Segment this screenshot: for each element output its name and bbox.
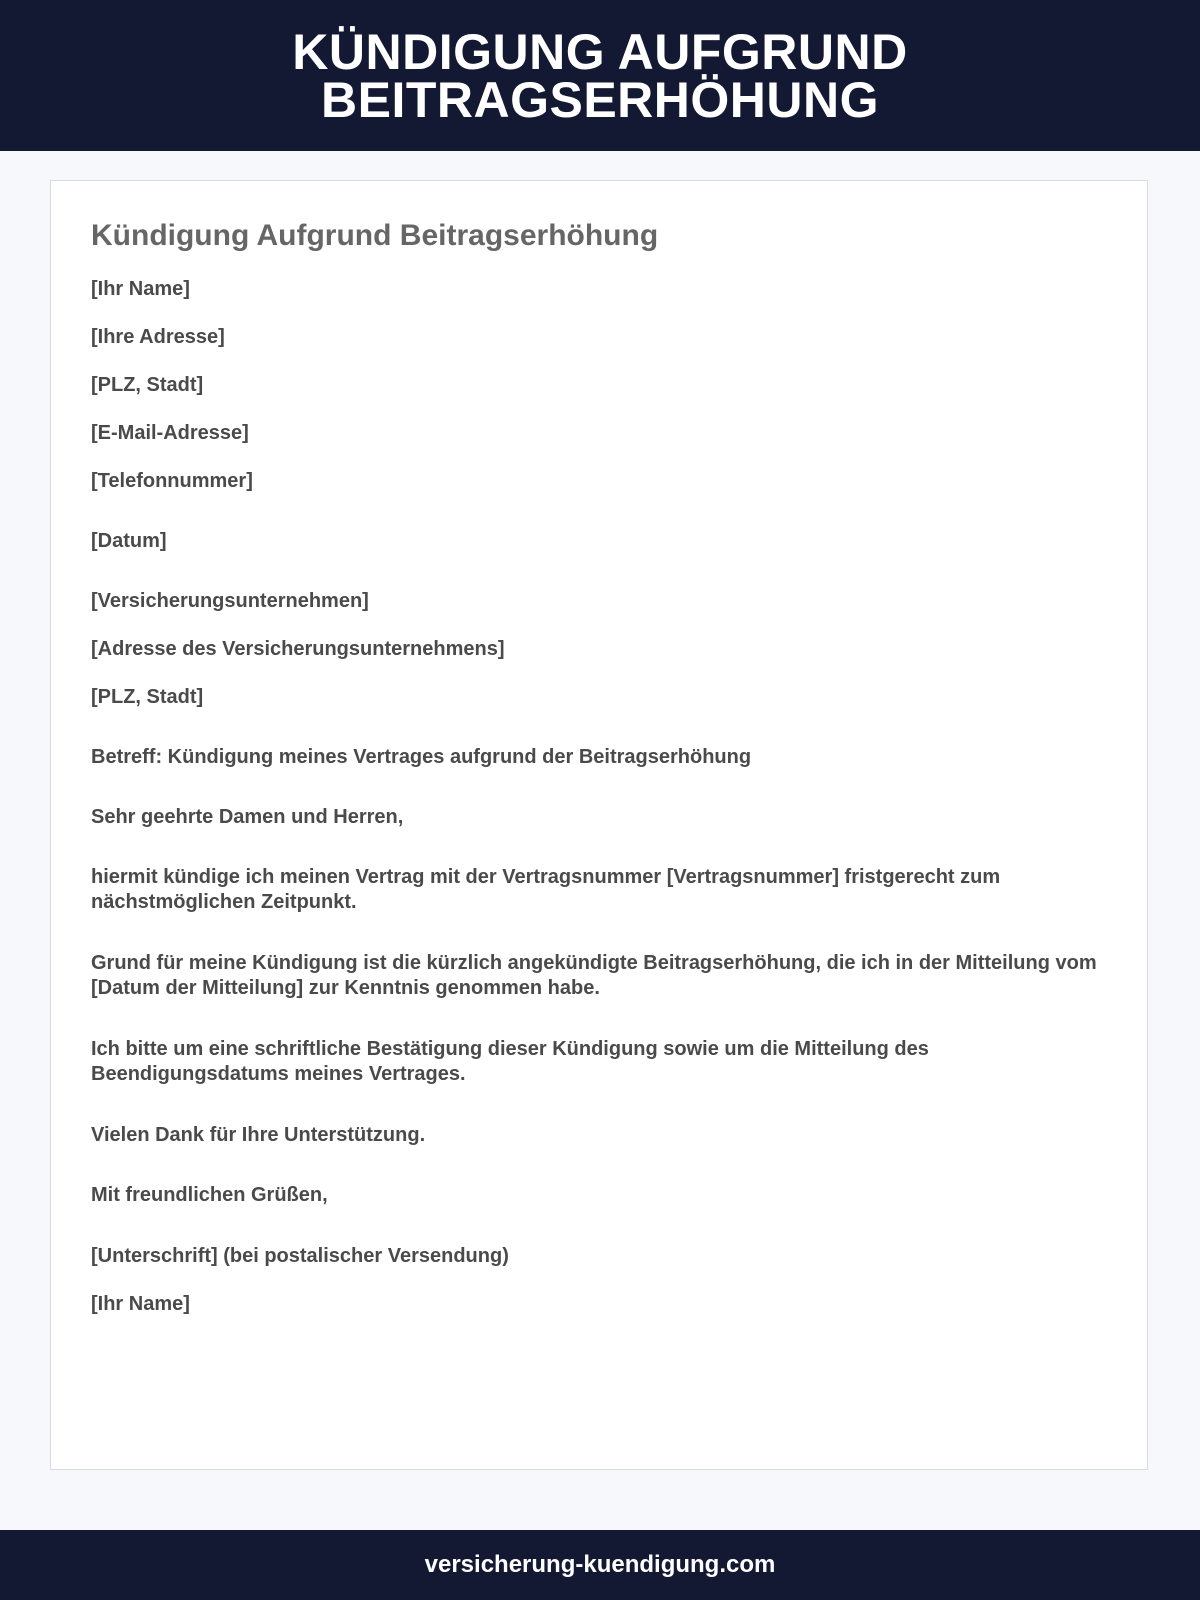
paragraph-1: hiermit kündige ich meinen Vertrag mit der Vertragsnummer [Vertragsnummer] fristgerecht zum nächstmöglichen Zeitpunkt. — [91, 866, 1001, 913]
sender-phone: [Telefonnummer] — [91, 470, 253, 492]
signature-line: [Unterschrift] (bei postalischer Versendung) — [91, 1245, 509, 1267]
sender-city: [PLZ, Stadt] — [91, 374, 204, 396]
letter-subject: Betreff: Kündigung meines Vertrages aufgrund der Beitragserhöhung — [91, 746, 752, 768]
recipient-company: [Versicherungsunternehmen] — [91, 590, 369, 612]
letter-closing: Mit freundlichen Grüßen, — [91, 1184, 328, 1206]
signature-name: [Ihr Name] — [91, 1293, 190, 1315]
paragraph-3: Ich bitte um eine schriftliche Bestätigung dieser Kündigung sowie um die Mitteilung des Beendigungsdatums meines Vertrages. — [91, 1038, 929, 1085]
paragraph-4: Vielen Dank für Ihre Unterstützung. — [91, 1124, 426, 1146]
letter-date: [Datum] — [91, 530, 167, 552]
sender-email: [E-Mail-Adresse] — [91, 422, 249, 444]
letter-card — [50, 180, 1148, 1470]
recipient-city: [PLZ, Stadt] — [91, 686, 204, 708]
recipient-address: [Adresse des Versicherungsunternehmens] — [91, 638, 505, 660]
sender-address: [Ihre Adresse] — [91, 326, 225, 348]
sender-name: [Ihr Name] — [91, 278, 190, 300]
letter-salutation: Sehr geehrte Damen und Herren, — [91, 806, 404, 828]
letter-heading: Kündigung Aufgrund Beitragserhöhung — [91, 219, 659, 252]
page-header — [0, 0, 1200, 151]
paragraph-2: Grund für meine Kündigung ist die kürzlich angekündigte Beitragserhöhung, die ich in der Mitteilung vom [Datum der Mitteilung] zur Kenntnis genommen habe. — [91, 952, 1097, 999]
header-title: KÜNDIGUNG AUFGRUND BEITRAGSERHÖHUNG — [292, 23, 908, 128]
footer-site-link[interactable]: versicherung-kuendigung.com — [424, 1551, 776, 1578]
page-footer — [0, 1530, 1200, 1600]
